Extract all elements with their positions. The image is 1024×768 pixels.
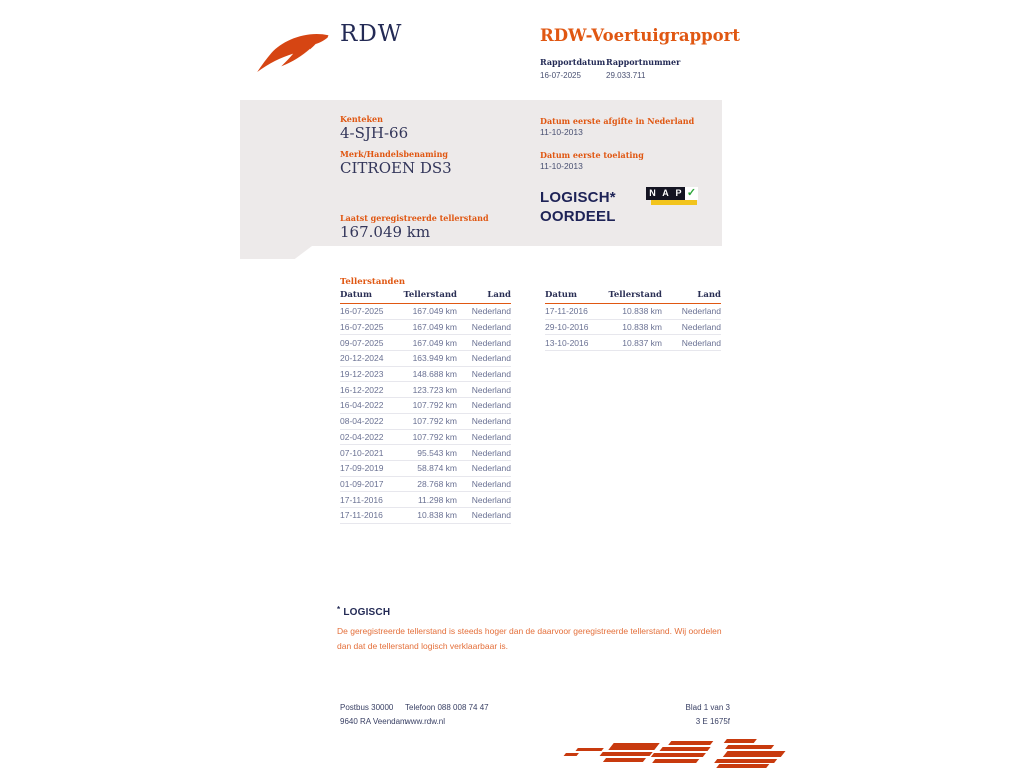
cell-tellerstand: 123.723 km bbox=[412, 384, 457, 395]
report-number-block bbox=[606, 57, 680, 80]
merk-value: CITROEN DS3 bbox=[340, 159, 452, 177]
report-date-value: 16-07-2025 bbox=[540, 71, 581, 80]
footnote-title bbox=[337, 605, 732, 618]
cell-tellerstand: 10.838 km bbox=[622, 306, 662, 317]
report-number-value: 29.033.711 bbox=[606, 71, 646, 80]
footer-page-info bbox=[600, 701, 730, 729]
cell-tellerstand: 107.792 km bbox=[412, 416, 457, 427]
cell-tellerstand: 58.874 km bbox=[417, 463, 457, 474]
table-row bbox=[340, 304, 511, 320]
cell-datum: 16-07-2025 bbox=[340, 306, 384, 317]
vehicle-summary-panel bbox=[240, 100, 722, 246]
report-number-label: Rapportnummer bbox=[606, 57, 681, 67]
report-title: RDW-Voertuigrapport bbox=[540, 26, 740, 45]
report-date-block bbox=[540, 57, 606, 80]
col-tellerstand: Tellerstand bbox=[608, 290, 662, 300]
nap-letter-n: N bbox=[646, 187, 659, 200]
table-header bbox=[340, 290, 511, 304]
table-row bbox=[545, 304, 721, 320]
cell-datum: 19-12-2023 bbox=[340, 369, 384, 380]
footer-website: www.rdw.nl bbox=[405, 717, 446, 726]
cell-land: Nederland bbox=[471, 510, 511, 521]
report-date-label: Rapportdatum bbox=[540, 57, 606, 67]
table-row bbox=[340, 430, 511, 446]
cell-tellerstand: 167.049 km bbox=[412, 322, 457, 333]
cell-land: Nederland bbox=[471, 337, 511, 348]
nap-letter-a: A bbox=[659, 187, 672, 200]
cell-datum: 17-09-2019 bbox=[340, 463, 384, 474]
cell-land: Nederland bbox=[471, 306, 511, 317]
cell-land: Nederland bbox=[471, 478, 511, 489]
table-row bbox=[340, 461, 511, 477]
table-row bbox=[340, 492, 511, 508]
cell-datum: 02-04-2022 bbox=[340, 431, 384, 442]
cell-tellerstand: 163.949 km bbox=[412, 353, 457, 364]
cell-tellerstand: 10.837 km bbox=[622, 337, 662, 348]
nap-letter-p: P bbox=[672, 187, 685, 200]
cell-land: Nederland bbox=[471, 322, 511, 333]
footer-contact bbox=[405, 701, 489, 729]
footer-phone: Telefoon 088 008 74 47 bbox=[405, 703, 489, 712]
cell-datum: 01-09-2017 bbox=[340, 478, 384, 489]
table-row bbox=[340, 445, 511, 461]
table-row bbox=[340, 508, 511, 524]
kenteken-label: Kenteken bbox=[340, 114, 383, 124]
cell-datum: 17-11-2016 bbox=[545, 306, 588, 317]
nap-check-icon: ✓ bbox=[686, 187, 697, 199]
cell-tellerstand: 107.792 km bbox=[412, 400, 457, 411]
col-datum: Datum bbox=[545, 290, 577, 300]
table-row bbox=[545, 320, 721, 336]
table-row bbox=[545, 335, 721, 351]
oordeel-line1: LOGISCH* bbox=[540, 189, 616, 206]
nap-logo-icon bbox=[646, 184, 702, 210]
table-header bbox=[545, 290, 721, 304]
cell-land: Nederland bbox=[471, 447, 511, 458]
table-row bbox=[340, 382, 511, 398]
rdw-bird-logo-icon bbox=[254, 24, 334, 72]
cell-tellerstand: 10.838 km bbox=[622, 322, 662, 333]
col-datum: Datum bbox=[340, 290, 372, 300]
cell-datum: 16-07-2025 bbox=[340, 322, 384, 333]
cell-datum: 17-11-2016 bbox=[340, 510, 383, 521]
toelating-value: 11-10-2013 bbox=[540, 161, 583, 171]
cell-land: Nederland bbox=[471, 400, 511, 411]
report-meta bbox=[540, 57, 680, 80]
footnote-text: De geregistreerde tellerstand is steeds hoger dan de daarvoor geregistreerde tellerstand. Wij oordelen dan dat de tellerstand logisch verklaarbaar is. bbox=[337, 626, 722, 651]
col-land: Land bbox=[697, 290, 721, 300]
merk-label: Merk/Handelsbenaming bbox=[340, 149, 449, 159]
footnote-marker: * bbox=[337, 605, 341, 614]
toelating-label: Datum eerste toelating bbox=[540, 150, 644, 160]
table-row bbox=[340, 367, 511, 383]
logisch-footnote bbox=[337, 605, 732, 653]
cell-land: Nederland bbox=[681, 337, 721, 348]
panel-tail-shape bbox=[240, 246, 312, 259]
cell-datum: 17-11-2016 bbox=[340, 494, 383, 505]
rdw-logo-text: RDW bbox=[340, 21, 403, 47]
cell-land: Nederland bbox=[471, 431, 511, 442]
cell-tellerstand: 148.688 km bbox=[412, 369, 457, 380]
nap-oordeel bbox=[540, 188, 616, 226]
cell-land: Nederland bbox=[471, 463, 511, 474]
cell-datum: 20-12-2024 bbox=[340, 353, 384, 364]
cell-datum: 08-04-2022 bbox=[340, 416, 384, 427]
rdw-stripes-graphic bbox=[540, 735, 800, 768]
cell-tellerstand: 167.049 km bbox=[412, 337, 457, 348]
oordeel-line2: OORDEEL bbox=[540, 208, 616, 225]
afgifte-label: Datum eerste afgifte in Nederland bbox=[540, 116, 695, 126]
footer-address bbox=[340, 701, 407, 729]
table-row bbox=[340, 414, 511, 430]
cell-tellerstand: 10.838 km bbox=[417, 510, 457, 521]
cell-datum: 13-10-2016 bbox=[545, 337, 589, 348]
footer-address-line1: Postbus 30000 bbox=[340, 703, 394, 712]
cell-tellerstand: 167.049 km bbox=[412, 306, 457, 317]
cell-datum: 09-07-2025 bbox=[340, 337, 384, 348]
kenteken-value: 4-SJH-66 bbox=[340, 124, 409, 142]
tellerstanden-table-right bbox=[545, 290, 721, 351]
tellerstanden-section-title: Tellerstanden bbox=[340, 277, 406, 287]
footer-address-line2: 9640 RA Veendam bbox=[340, 717, 407, 726]
cell-land: Nederland bbox=[471, 494, 511, 505]
cell-land: Nederland bbox=[471, 384, 511, 395]
cell-datum: 16-04-2022 bbox=[340, 400, 384, 411]
afgifte-value: 11-10-2013 bbox=[540, 127, 583, 137]
cell-datum: 07-10-2021 bbox=[340, 447, 384, 458]
table-row bbox=[340, 351, 511, 367]
cell-tellerstand: 28.768 km bbox=[417, 478, 457, 489]
cell-datum: 29-10-2016 bbox=[545, 322, 589, 333]
table-row bbox=[340, 320, 511, 336]
cell-land: Nederland bbox=[681, 306, 721, 317]
col-tellerstand: Tellerstand bbox=[403, 290, 457, 300]
footer-form-code: 3 E 1675f bbox=[695, 717, 730, 726]
cell-land: Nederland bbox=[681, 322, 721, 333]
tellerstand-value: 167.049 km bbox=[340, 223, 431, 241]
cell-land: Nederland bbox=[471, 416, 511, 427]
tellerstand-label: Laatst geregistreerde tellerstand bbox=[340, 213, 489, 223]
table-row bbox=[340, 335, 511, 351]
cell-tellerstand: 11.298 km bbox=[417, 494, 457, 505]
cell-tellerstand: 107.792 km bbox=[412, 431, 457, 442]
table-row bbox=[340, 477, 511, 493]
cell-tellerstand: 95.543 km bbox=[417, 447, 457, 458]
footer-page-number: Blad 1 van 3 bbox=[685, 703, 730, 712]
table-row bbox=[340, 398, 511, 414]
tellerstanden-table-left bbox=[340, 290, 511, 524]
cell-land: Nederland bbox=[471, 369, 511, 380]
footnote-title-text: LOGISCH bbox=[343, 607, 391, 618]
cell-datum: 16-12-2022 bbox=[340, 384, 384, 395]
col-land: Land bbox=[487, 290, 511, 300]
cell-land: Nederland bbox=[471, 353, 511, 364]
